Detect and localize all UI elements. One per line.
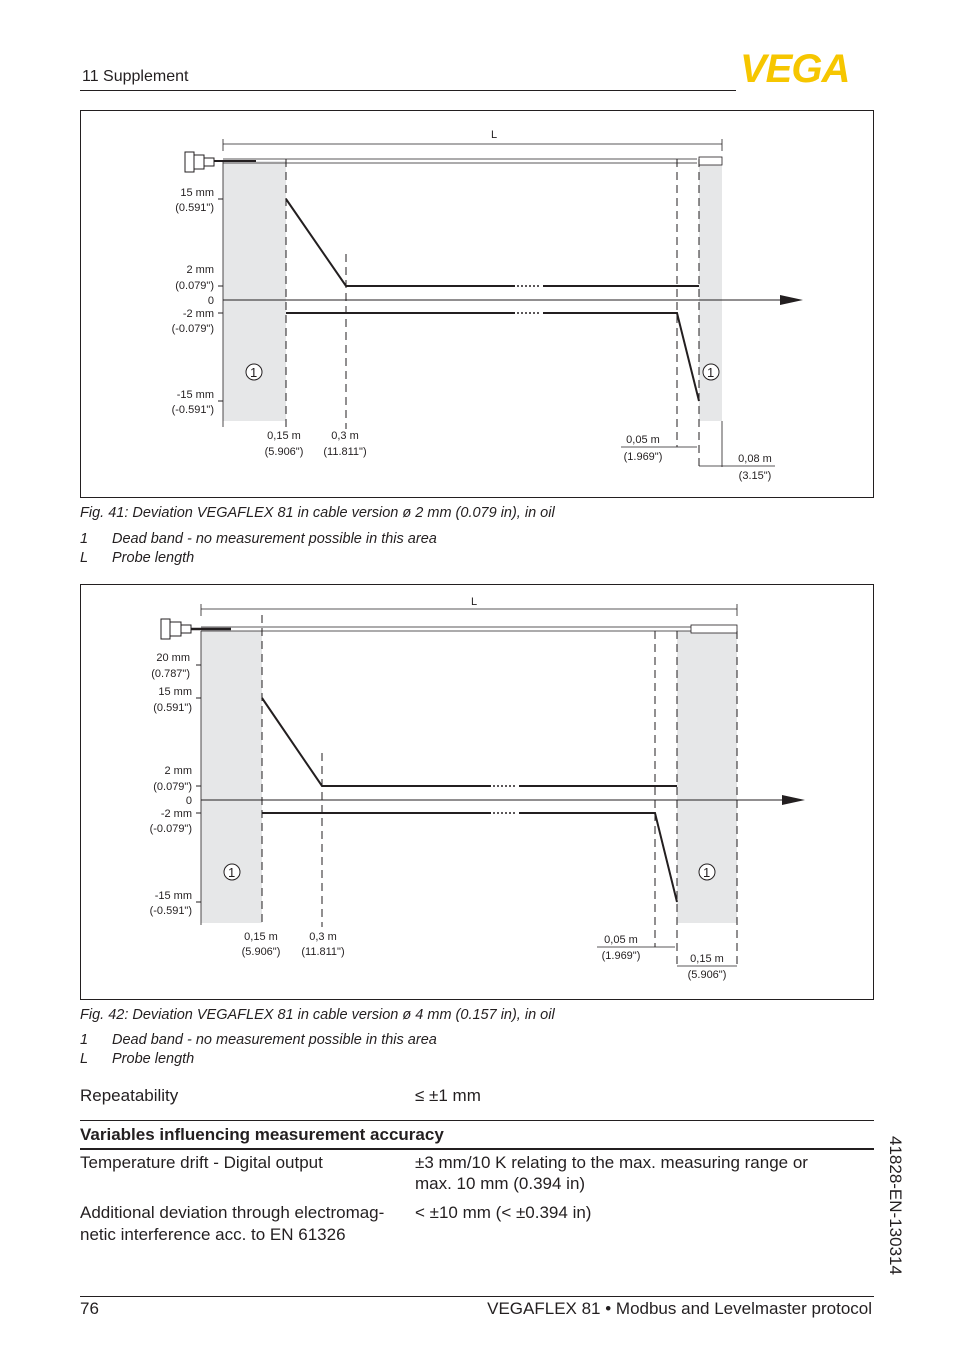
- svg-text:0: 0: [185, 795, 192, 807]
- page-number: 76: [80, 1299, 99, 1318]
- figure-41-diagram: [81, 111, 873, 497]
- marker-right: 1: [707, 365, 715, 380]
- legend-text: Dead band - no measurement possible in this area: [112, 1032, 437, 1048]
- svg-text:-15 mm: -15 mm: [176, 389, 214, 401]
- svg-text:0,15 m: 0,15 m: [267, 430, 301, 442]
- svg-text:0,08 m: 0,08 m: [738, 453, 772, 465]
- legend-text: Dead band - no measurement possible in this area: [112, 531, 437, 547]
- svg-text:(-0.591"): (-0.591"): [171, 404, 214, 416]
- svg-text:2 mm: 2 mm: [186, 264, 214, 276]
- section-title: 11 Supplement: [82, 68, 189, 85]
- figure-42-box: [80, 584, 874, 1000]
- svg-text:20 mm: 20 mm: [156, 652, 190, 664]
- vega-logo: [740, 50, 875, 86]
- row-value: max. 10 mm (0.394 in): [415, 1174, 586, 1193]
- svg-text:0,3 m: 0,3 m: [331, 430, 359, 442]
- svg-text:(1.969"): (1.969"): [623, 451, 663, 463]
- variables-title: Variables influencing measurement accuracy: [80, 1125, 444, 1144]
- dead-band-right: [699, 161, 722, 421]
- svg-text:(-0.591"): (-0.591"): [149, 905, 192, 917]
- row-label: netic interference acc. to EN 61326: [80, 1225, 346, 1244]
- legend-key: 1: [80, 1032, 89, 1048]
- legend-text: Probe length: [112, 550, 195, 566]
- svg-text:(-0.079"): (-0.079"): [149, 823, 192, 835]
- legend-text: Probe length: [112, 1051, 195, 1067]
- figure-41-box: [80, 110, 874, 498]
- svg-text:(0.787"): (0.787"): [151, 668, 190, 680]
- figure-41-caption: Fig. 41: Deviation VEGAFLEX 81 in cable version ø 2 mm (0.079 in), in oil: [80, 505, 555, 521]
- svg-text:(3.15"): (3.15"): [738, 470, 772, 482]
- svg-text:(5.906"): (5.906"): [264, 446, 304, 458]
- svg-text:-15 mm: -15 mm: [154, 890, 192, 902]
- svg-text:0,15 m: 0,15 m: [690, 953, 724, 965]
- table-header-rule: [80, 1148, 874, 1150]
- document-id: 41828-EN-130314: [886, 1136, 905, 1275]
- row-label: Additional deviation through electromag-: [80, 1203, 385, 1222]
- svg-text:(0.591"): (0.591"): [175, 202, 214, 214]
- svg-text:(0.591"): (0.591"): [153, 702, 192, 714]
- footer-rule: [80, 1296, 874, 1297]
- svg-text:VEGA: VEGA: [740, 50, 850, 86]
- legend-key: 1: [80, 531, 89, 547]
- product-title: VEGAFLEX 81 • Modbus and Levelmaster protocol: [487, 1299, 872, 1318]
- svg-text:(1.969"): (1.969"): [601, 950, 641, 962]
- svg-text:0,3 m: 0,3 m: [309, 931, 337, 943]
- svg-text:15 mm: 15 mm: [180, 187, 214, 199]
- svg-text:(0.079"): (0.079"): [153, 781, 192, 793]
- svg-text:0,05 m: 0,05 m: [626, 434, 660, 446]
- table-top-rule: [80, 1120, 874, 1121]
- dead-band-left: [223, 161, 286, 421]
- svg-text:(-0.079"): (-0.079"): [171, 323, 214, 335]
- svg-text:0,05 m: 0,05 m: [604, 934, 638, 946]
- repeatability-value: ≤ ±1 mm: [415, 1086, 481, 1105]
- svg-text:(5.906"): (5.906"): [241, 946, 281, 958]
- marker-left: 1: [228, 865, 236, 880]
- svg-text:(5.906"): (5.906"): [687, 969, 727, 981]
- svg-text:15 mm: 15 mm: [158, 686, 192, 698]
- figure-42-caption: Fig. 42: Deviation VEGAFLEX 81 in cable version ø 4 mm (0.157 in), in oil: [80, 1007, 555, 1023]
- svg-text:(11.811"): (11.811"): [323, 446, 367, 458]
- svg-text:2 mm: 2 mm: [164, 765, 192, 777]
- marker-left: 1: [250, 365, 258, 380]
- header-rule: [80, 90, 736, 91]
- svg-text:(0.079"): (0.079"): [175, 280, 214, 292]
- probe-length-label: L: [471, 596, 478, 608]
- row-value: < ±10 mm (< ±0.394 in): [415, 1203, 592, 1222]
- legend-key: L: [80, 550, 89, 566]
- svg-text:0: 0: [207, 295, 214, 307]
- svg-text:0,15 m: 0,15 m: [244, 931, 278, 943]
- svg-text:-2 mm: -2 mm: [160, 808, 192, 820]
- marker-right: 1: [703, 865, 711, 880]
- probe-length-label: L: [491, 129, 498, 141]
- row-label: Temperature drift - Digital output: [80, 1153, 323, 1172]
- svg-text:(11.811"): (11.811"): [301, 946, 345, 958]
- repeatability-label: Repeatability: [80, 1086, 179, 1105]
- figure-42-diagram: [81, 585, 873, 999]
- legend-key: L: [80, 1051, 89, 1067]
- svg-text:-2 mm: -2 mm: [182, 308, 214, 320]
- row-value: ±3 mm/10 K relating to the max. measuring range or: [415, 1153, 808, 1172]
